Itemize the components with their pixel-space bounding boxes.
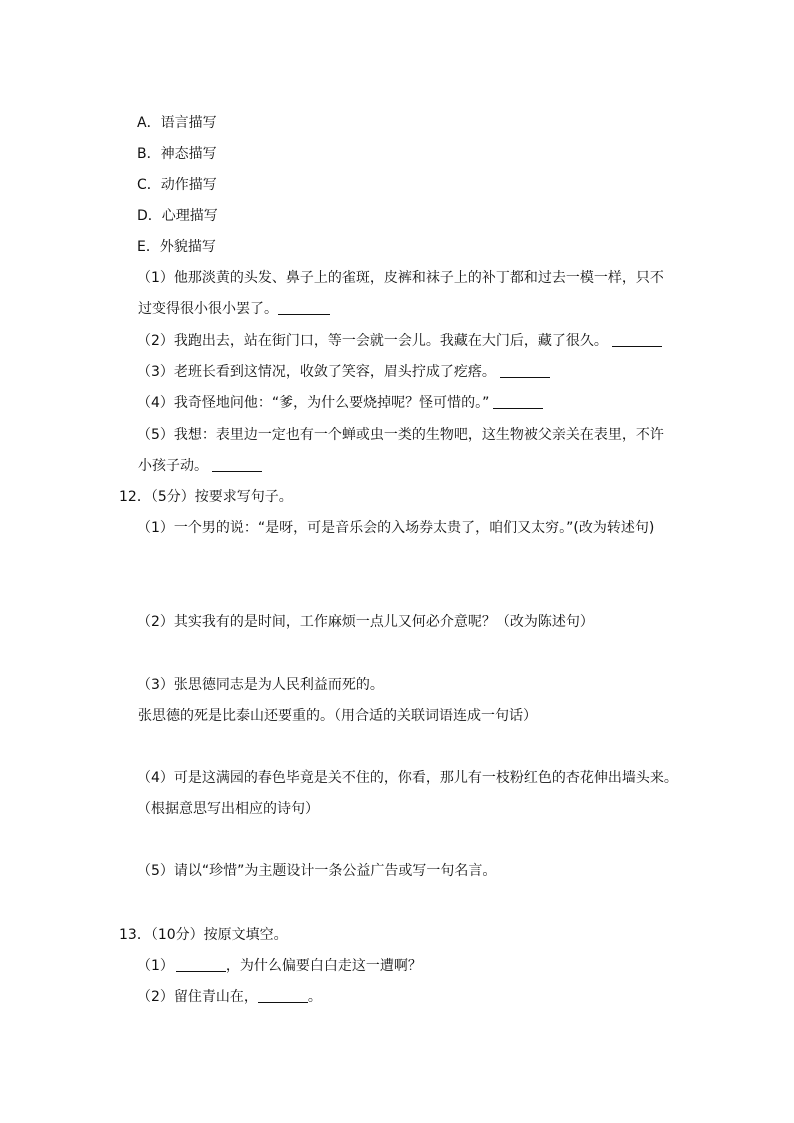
option-e: E．外貌描写 [137,239,216,255]
q13-item-1-prefix: （1） [137,958,174,974]
q12-item-1: （1）一个男的说：“是呀，可是音乐会的入场券太贵了，咱们又太穷。”(改为转述句) [137,520,655,536]
q12-item-2: （2）其实我有的是时间，工作麻烦一点儿又何必介意呢？（改为陈述句） [137,614,594,630]
q11-item-4-text: （4）我奇怪地问他：“爹，为什么要烧掉呢？怪可惜的。” [137,395,490,411]
q12-item-4: （4）可是这满园的春色毕竟是关不住的，你看，那儿有一枝粉红色的杏花伸出墙头来。 [137,770,678,786]
q13-item-2 [137,987,322,1007]
q11-item-5-line-1: （5）我想：表里边一定也有一个蝉或虫一类的生物吧，这生物被父亲关在表里，不许 [137,427,664,443]
q12-item-3: （3）张思德同志是为人民利益而死的。 [137,677,384,693]
q11-item-4 [137,393,543,413]
q13-item-2-prefix: （2）留住青山在， [137,989,258,1005]
answer-blank[interactable] [212,457,262,472]
option-a: A．语言描写 [137,115,217,131]
q11-item-1-line-1: （1）他那淡黄的头发、鼻子上的雀斑，皮裤和袜子上的补丁都和过去一模一样，只不 [137,270,664,286]
option-b: B．神态描写 [137,146,217,162]
q11-item-2-text: （2）我跑出去，站在街门口，等一会就一会儿。我藏在大门后，藏了很久。 [137,333,608,349]
answer-blank[interactable] [500,363,550,378]
q12-title: 12．（5分）按要求写句子。 [119,489,293,505]
q13-item-2-suffix: 。 [307,989,322,1005]
q11-item-5-text: 小孩子动。 [138,458,208,474]
q11-item-1-text: 过变得很小很小罢了。 [138,301,278,317]
q11-item-3 [137,362,550,382]
q11-item-3-text: （3）老班长看到这情况，收敛了笑容，眉头拧成了疙瘩。 [137,364,496,380]
option-c: C．动作描写 [137,177,217,193]
option-d: D．心理描写 [137,208,218,224]
q11-item-2 [137,331,662,351]
answer-blank[interactable] [612,332,662,347]
q11-item-1-line-2 [138,299,330,319]
answer-blank[interactable] [493,394,543,409]
q13-item-1 [137,956,422,976]
q12-item-3-line-2: 张思德的死是比泰山还要重的。（用合适的关联词语连成一句话） [138,708,537,724]
answer-blank[interactable] [176,957,226,972]
q13-title: 13．（10分）按原文填空。 [119,927,288,943]
answer-blank[interactable] [258,988,308,1003]
answer-blank[interactable] [278,300,330,315]
q12-item-5: （5）请以“珍惜”为主题设计一条公益广告或写一句名言。 [137,863,497,879]
q11-item-5-line-2 [138,456,262,476]
q13-item-1-suffix: ，为什么偏要白白走这一遭啊？ [225,958,422,974]
q12-item-4-line-2: （根据意思写出相应的诗句） [137,801,319,817]
